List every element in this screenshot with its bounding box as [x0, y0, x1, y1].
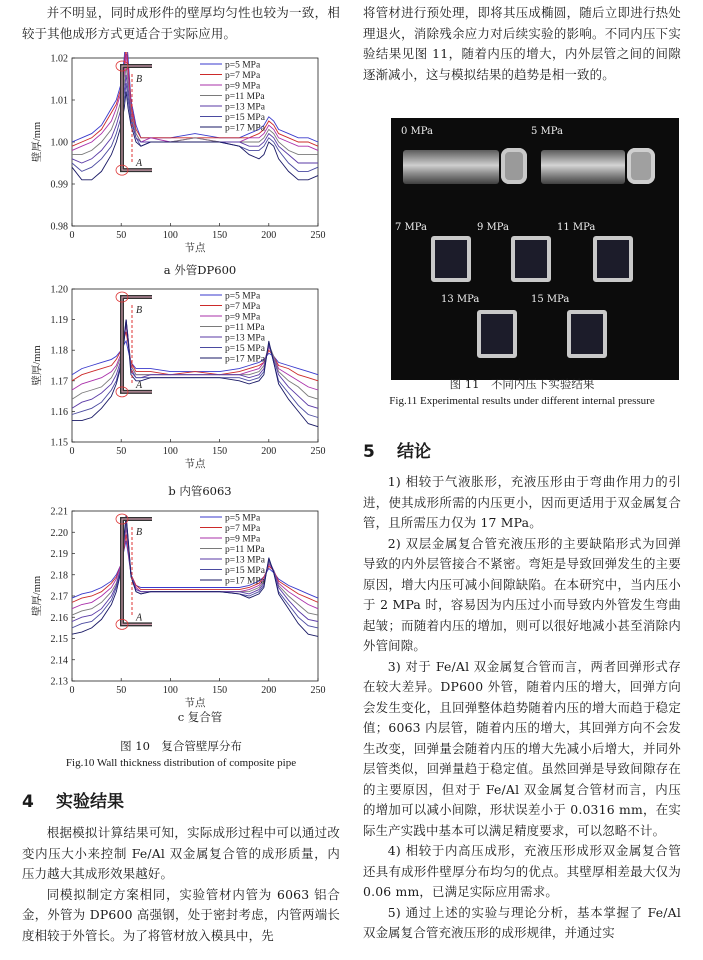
section-5-para-1: 1) 相较于气液胀形，充液压形由于弯曲作用力的引进，使其成形所需的内压更小，因而更适用于双金属复合管，且所需压力仅为 17 MPa。 — [363, 474, 681, 530]
y-tick-label: 1.01 — [50, 95, 68, 107]
x-tick-label: 100 — [162, 446, 178, 457]
tube-section-13mpa — [477, 310, 517, 358]
tube-section-15mpa — [567, 310, 607, 358]
y-axis-label: 壁厚/mm — [32, 575, 43, 617]
y-tick-label: 2.21 — [50, 506, 68, 518]
tube-end-0mpa — [501, 148, 527, 184]
y-tick-label: 2.19 — [50, 549, 68, 560]
section-4-para-1: 根据模拟计算结果可知，实际成形过程中可以通过改变内压大小来控制 Fe/Al 双金属复合管的成形质量，内压力越大其成形效果越好。 — [22, 825, 340, 881]
legend-label: p=9 MPa — [225, 312, 261, 323]
series-line — [72, 520, 318, 622]
fig11-label-2: 7 MPa — [395, 222, 428, 233]
series-line — [72, 320, 318, 409]
legend-label: p=11 MPa — [225, 92, 265, 102]
section-4-title: 实验结果 — [56, 792, 124, 812]
tube-section-11mpa — [593, 236, 633, 282]
y-tick-label: 2.15 — [50, 634, 68, 645]
section-4-heading — [22, 787, 124, 812]
plot-frame — [72, 511, 318, 681]
section-5-para-2: 2) 双层金属复合管充液压形的主要缺陷形式为回弹导致的内外层管接合不紧密。弯矩是导致回弹发生的主要原因，增大内压可减小间隙缺陷。在本研究中，当内压小于 2 MPa 时，容易因为内压过小而导致内外管发生弯曲起皱；而随着内压的增加，则可以很好地减小甚至消除内外管间隙。 — [363, 535, 681, 653]
y-tick-label: 2.14 — [50, 655, 68, 667]
tube-section-7mpa — [431, 236, 471, 282]
y-tick-label: 1.17 — [50, 376, 68, 388]
y-tick-label: 2.16 — [50, 612, 68, 624]
legend-label: p=5 MPa — [225, 513, 261, 524]
section-5-number: 5 — [363, 442, 375, 462]
inset-label-b: B — [136, 74, 143, 85]
y-tick-label: 2.17 — [50, 591, 68, 603]
legend-label: p=11 MPa — [225, 545, 265, 555]
chart-inner-tube-6063 — [22, 283, 340, 483]
x-tick-label: 250 — [310, 446, 326, 457]
fig11-label-5: 13 MPa — [441, 294, 480, 305]
tube-section-9mpa — [511, 236, 551, 282]
legend-label: p=15 MPa — [225, 344, 265, 354]
y-tick-label: 2.20 — [50, 527, 68, 539]
legend-label: p=13 MPa — [225, 555, 265, 566]
x-tick-label: 100 — [162, 230, 178, 241]
x-tick-label: 0 — [69, 685, 75, 696]
x-axis-label: 节点 — [184, 243, 206, 254]
x-axis-label: 节点 — [184, 459, 206, 470]
section-5-para-3: 3) 对于 Fe/Al 双金属复合管而言，两者回弹形式存在较大差异。DP600 外管，随着内压的增大，回弹方向会发生变化，且回弹整体趋势随着内压的增大而趋于稳定值；6063 内层管，随着内压的增大，其回弹方向不会发生改变，回弹量会随着内压的增大先减小后增大，并同外层管类似，回弹量趋于稳定值。虽然回弹是导致间隙存在的主要原因，但对于 Fe/Al 双金属复合管材而言，内压的增加可以减小间隙，形状误差小于 0.0316 mm，在实际生产实践中基本可以满足精度要求，可以忽略不计。 — [363, 658, 681, 838]
x-tick-label: 50 — [116, 446, 127, 457]
section-4-body — [22, 823, 340, 946]
section-5-title: 结论 — [397, 442, 431, 462]
x-tick-label: 50 — [116, 230, 127, 241]
legend-label: p=9 MPa — [225, 81, 261, 92]
series-line — [72, 534, 318, 602]
fig10-caption-cn: 图 10 复合管壁厚分布 — [120, 739, 242, 753]
fig11-label-1: 5 MPa — [531, 126, 564, 137]
chart-b-caption: b 内管6063 — [168, 484, 232, 498]
legend-label: p=15 MPa — [225, 113, 265, 123]
legend-label: p=17 MPa — [225, 576, 265, 587]
x-tick-label: 150 — [212, 230, 228, 241]
x-tick-label: 100 — [162, 685, 178, 696]
chart-outer-tube-dp600 — [22, 52, 340, 277]
fig11-photo — [391, 118, 679, 380]
y-tick-label: 1.19 — [50, 315, 68, 327]
legend-label: p=5 MPa — [225, 60, 261, 71]
legend-label: p=11 MPa — [225, 323, 265, 333]
fig11-label-3: 9 MPa — [477, 222, 510, 233]
series-line — [72, 528, 318, 609]
fig11-caption-cn: 图 11 不同内压下实验结果 — [449, 377, 595, 391]
legend-label: p=9 MPa — [225, 534, 261, 545]
section-5-para-4: 4) 相较于内高压成形，充液压形成形双金属复合管还具有成形件壁厚分布均匀的优点。其壁厚相差最大仅为 0.06 mm，已满足实际应用需求。 — [363, 843, 681, 899]
y-tick-label: 2.13 — [50, 676, 68, 688]
legend-label: p=15 MPa — [225, 566, 265, 576]
fig11-label-6: 15 MPa — [531, 294, 570, 305]
x-tick-label: 200 — [261, 446, 277, 457]
section-4-para-2: 同模拟制定方案相同，实验管材内管为 6063 铝合金，外管为 DP600 高强钢，处于密封考虑，内管两端长度相较于外管长。为了将管材放入模具中，先 — [22, 886, 340, 943]
y-axis-label: 壁厚/mm — [32, 345, 43, 386]
x-axis-label: 节点 — [184, 698, 206, 709]
x-tick-label: 150 — [212, 446, 228, 457]
series-line — [72, 515, 318, 636]
legend-label: p=13 MPa — [225, 102, 265, 113]
y-tick-label: 1.02 — [50, 53, 68, 65]
fig11-label-4: 11 MPa — [557, 222, 596, 233]
tube-end-5mpa — [627, 148, 655, 184]
section-5-body — [363, 472, 681, 944]
inset-label-a: A — [136, 379, 143, 391]
x-tick-label: 200 — [261, 230, 277, 241]
series-line — [72, 517, 318, 628]
right-intro-paragraph: 将管材进行预处理，即将其压成椭圆，随后立即进行热处理退火，消除残余应力对后续实验的影响。不同内压下实验结果见图 11，随着内压的增大，内外层管之间的间隙逐渐减小，这与模拟结果的趋势是相一致的。 — [363, 5, 681, 82]
inset-label-a: A — [136, 612, 143, 624]
x-tick-label: 50 — [116, 685, 127, 696]
legend-label: p=13 MPa — [225, 333, 265, 344]
y-tick-label: 0.98 — [50, 221, 68, 233]
series-line — [72, 320, 318, 418]
x-tick-label: 150 — [212, 685, 228, 696]
y-tick-label: 1.00 — [50, 137, 68, 149]
y-tick-label: 1.20 — [50, 284, 68, 296]
x-tick-label: 250 — [310, 685, 326, 696]
x-tick-label: 200 — [261, 685, 277, 696]
chart-composite-pipe — [22, 505, 340, 710]
x-tick-label: 0 — [69, 446, 75, 457]
y-tick-label: 0.99 — [50, 179, 68, 191]
left-intro-paragraph: 并不明显，同时成形件的壁厚均匀性也较为一致，相较于其他成形方式更适合于实际应用。 — [22, 5, 340, 41]
fig11-caption-en: Fig.11 Experimental results under different internal pressure — [389, 395, 655, 407]
y-tick-label: 1.16 — [50, 406, 68, 418]
series-line — [72, 524, 318, 615]
tube-sample-0mpa — [403, 150, 499, 184]
section-5-para-5: 5) 通过上述的实验与理论分析，基本掌握了 Fe/Al 双金属复合管充液压形的成形规律，并通过实 — [363, 904, 681, 940]
y-tick-label: 1.15 — [50, 437, 68, 449]
series-line — [72, 54, 318, 151]
chart-a-caption: a 外管DP600 — [163, 263, 237, 277]
inset-label-b: B — [136, 527, 143, 538]
tube-sample-5mpa — [541, 150, 625, 184]
y-axis-label: 壁厚/mm — [32, 121, 43, 163]
legend-label: p=7 MPa — [225, 302, 261, 312]
series-line — [72, 92, 318, 180]
section-5-heading — [363, 437, 431, 462]
x-tick-label: 0 — [69, 230, 75, 241]
plot-frame — [72, 289, 318, 442]
series-line — [72, 52, 318, 142]
chart-c-caption: c 复合管 — [177, 710, 223, 724]
x-tick-label: 250 — [310, 230, 326, 241]
y-tick-label: 1.18 — [50, 345, 68, 357]
legend-label: p=5 MPa — [225, 291, 261, 302]
legend-label: p=17 MPa — [225, 354, 265, 365]
legend-label: p=17 MPa — [225, 123, 265, 134]
y-tick-label: 2.18 — [50, 570, 68, 582]
inset-label-a: A — [136, 158, 143, 170]
fig10-caption-en: Fig.10 Wall thickness distribution of composite pipe — [65, 757, 297, 769]
legend-label: p=7 MPa — [225, 524, 261, 534]
fig11-label-0: 0 MPa — [401, 126, 434, 137]
inset-label-b: B — [136, 305, 143, 316]
section-4-number: 4 — [22, 792, 34, 812]
legend-label: p=7 MPa — [225, 71, 261, 81]
